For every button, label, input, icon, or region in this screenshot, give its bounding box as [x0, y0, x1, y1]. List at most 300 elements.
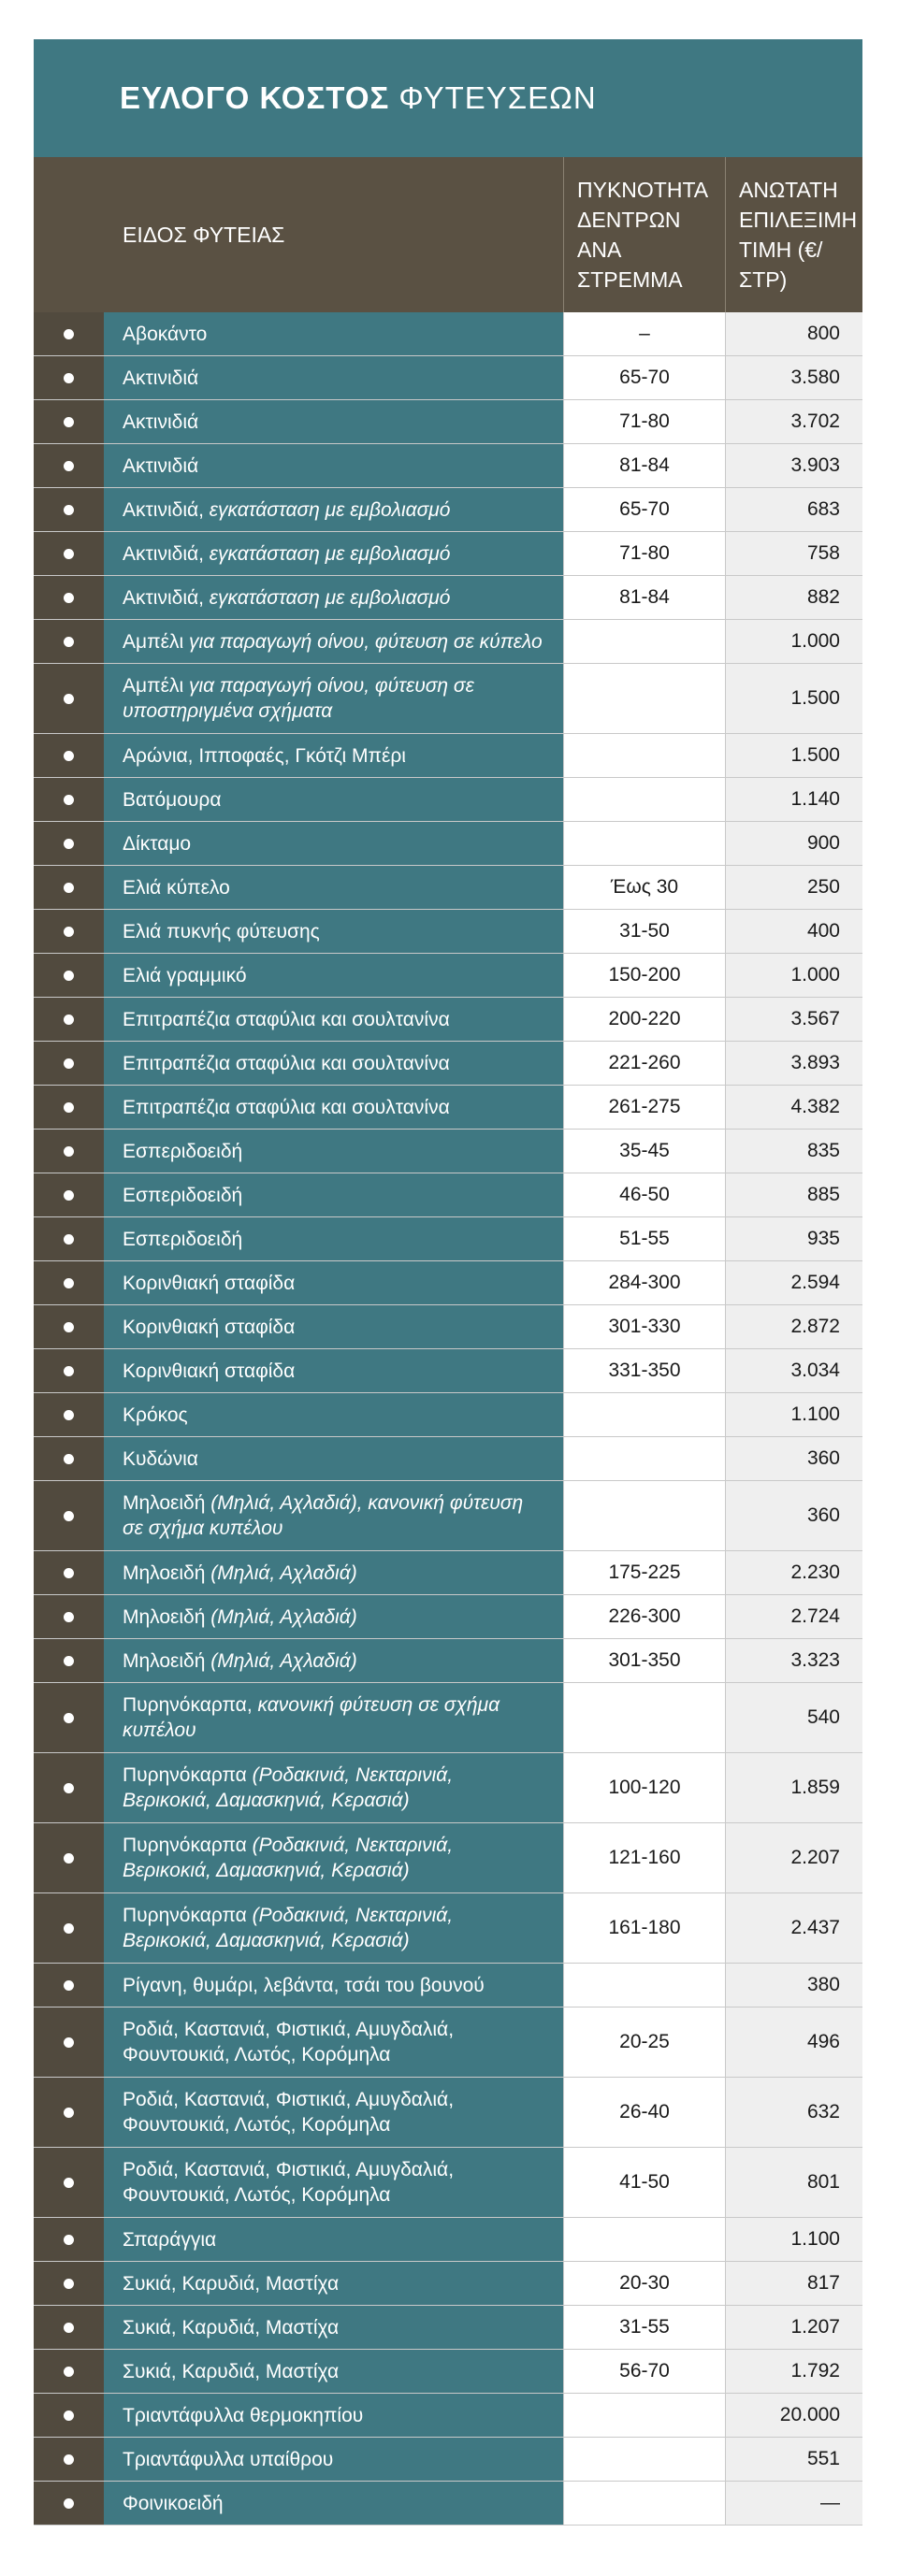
- table-header-row: [34, 157, 862, 312]
- row-max-price: 3.567: [725, 998, 862, 1041]
- row-bullet: [34, 1639, 104, 1682]
- planting-name: Ελιά κύπελο: [123, 876, 230, 899]
- planting-name: Σπαράγγια: [123, 2228, 217, 2251]
- planting-name: Εσπεριδοειδή: [123, 1228, 243, 1250]
- row-planting-type: [104, 576, 563, 619]
- planting-name: Κυδώνια: [123, 1447, 198, 1470]
- row-bullet: [34, 2438, 104, 2481]
- row-planting-type: [104, 1437, 563, 1480]
- row-max-price: 3.702: [725, 400, 862, 443]
- table-row: [34, 1130, 862, 1173]
- row-planting-type: [104, 532, 563, 575]
- planting-name: Ελιά γραμμικό: [123, 964, 247, 986]
- row-bullet: [34, 2262, 104, 2305]
- planting-name: Ακτινιδιά: [123, 454, 199, 477]
- row-tree-density: 65-70: [563, 356, 725, 399]
- row-planting-type: [104, 2008, 563, 2077]
- row-bullet: [34, 2482, 104, 2525]
- row-tree-density: [563, 2218, 725, 2261]
- planting-name: Αμπέλι: [123, 630, 184, 653]
- row-max-price: 2.724: [725, 1595, 862, 1638]
- row-planting-type: [104, 2148, 563, 2217]
- row-tree-density: 26-40: [563, 2078, 725, 2147]
- row-bullet: [34, 2148, 104, 2217]
- table-title-light: ΦΥΤΕΥΣΕΩΝ: [398, 80, 597, 115]
- table-row: [34, 2148, 862, 2218]
- row-bullet: [34, 866, 104, 909]
- row-planting-type: [104, 1130, 563, 1173]
- bullet-dot-icon: [64, 1923, 74, 1934]
- row-max-price: 1.792: [725, 2350, 862, 2393]
- row-max-price: 801: [725, 2148, 862, 2217]
- row-max-price: 551: [725, 2438, 862, 2481]
- row-max-price: 4.382: [725, 1086, 862, 1129]
- table-row: [34, 620, 862, 664]
- row-bullet: [34, 1042, 104, 1085]
- row-bullet: [34, 1437, 104, 1480]
- row-tree-density: 56-70: [563, 2350, 725, 2393]
- row-planting-type: [104, 1217, 563, 1260]
- row-max-price: 1.000: [725, 620, 862, 663]
- table-row: [34, 1893, 862, 1964]
- row-bullet: [34, 532, 104, 575]
- cost-table: [34, 39, 862, 2526]
- table-row: [34, 1753, 862, 1823]
- table-row: [34, 1481, 862, 1551]
- table-row: [34, 778, 862, 822]
- row-planting-type: [104, 1683, 563, 1752]
- row-max-price: 632: [725, 2078, 862, 2147]
- row-tree-density: [563, 2482, 725, 2525]
- row-bullet: [34, 1173, 104, 1216]
- row-max-price: 3.323: [725, 1639, 862, 1682]
- row-tree-density: 31-50: [563, 910, 725, 953]
- row-max-price: 1.500: [725, 734, 862, 777]
- row-max-price: 250: [725, 866, 862, 909]
- bullet-dot-icon: [64, 329, 74, 339]
- row-planting-type: [104, 664, 563, 733]
- row-tree-density: 121-160: [563, 1823, 725, 1892]
- planting-name: Ακτινιδιά,: [123, 586, 204, 609]
- table-row: [34, 1639, 862, 1683]
- bullet-dot-icon: [64, 1146, 74, 1157]
- table-row: [34, 2394, 862, 2438]
- row-max-price: 360: [725, 1437, 862, 1480]
- planting-note: εγκατάσταση με εμβολιασμό: [203, 586, 451, 609]
- planting-name: Τριαντάφυλλα υπαίθρου: [123, 2448, 334, 2470]
- table-row: [34, 488, 862, 532]
- bullet-dot-icon: [64, 1234, 74, 1245]
- row-bullet: [34, 620, 104, 663]
- table-row: [34, 1823, 862, 1893]
- table-body: [34, 312, 862, 2526]
- row-bullet: [34, 1305, 104, 1348]
- table-row: [34, 866, 862, 910]
- row-tree-density: [563, 1964, 725, 2007]
- bullet-dot-icon: [64, 505, 74, 515]
- table-row: [34, 1683, 862, 1753]
- table-row: [34, 1551, 862, 1595]
- row-max-price: 1.100: [725, 1393, 862, 1436]
- bullet-dot-icon: [64, 1015, 74, 1025]
- planting-name: Μηλοειδή: [123, 1492, 206, 1514]
- row-max-price: 882: [725, 576, 862, 619]
- row-max-price: 360: [725, 1481, 862, 1550]
- row-max-price: 2.207: [725, 1823, 862, 1892]
- bullet-dot-icon: [64, 1278, 74, 1288]
- row-max-price: 496: [725, 2008, 862, 2077]
- planting-name: Μηλοειδή: [123, 1649, 206, 1672]
- row-bullet: [34, 576, 104, 619]
- planting-name: Ροδιά, Καστανιά, Φιστικιά, Αμυγδαλιά, Φουντουκιά, Λωτός, Κορόμηλα: [123, 2089, 455, 2136]
- row-planting-type: [104, 400, 563, 443]
- planting-name: Ελιά πυκνής φύτευσης: [123, 920, 320, 943]
- row-bullet: [34, 356, 104, 399]
- row-bullet: [34, 1086, 104, 1129]
- row-planting-type: [104, 1639, 563, 1682]
- row-planting-type: [104, 1893, 563, 1963]
- row-tree-density: 41-50: [563, 2148, 725, 2217]
- header-max-price: ΑΝΩΤΑΤΗ ΕΠΙΛΕΞΙΜΗ ΤΙΜΗ (€/ΣΤΡ): [725, 157, 862, 312]
- row-max-price: 400: [725, 910, 862, 953]
- row-tree-density: [563, 1683, 725, 1752]
- bullet-dot-icon: [64, 2235, 74, 2245]
- header-bullet-cell: [34, 157, 104, 312]
- row-tree-density: 161-180: [563, 1893, 725, 1963]
- planting-note: (Μηλιά, Αχλαδιά): [205, 1605, 357, 1628]
- row-planting-type: [104, 1173, 563, 1216]
- row-tree-density: [563, 620, 725, 663]
- row-planting-type: [104, 488, 563, 531]
- planting-name: Κορινθιακή σταφίδα: [123, 1360, 296, 1382]
- row-tree-density: [563, 734, 725, 777]
- planting-note: εγκατάσταση με εμβολιασμό: [203, 542, 451, 565]
- row-planting-type: [104, 778, 563, 821]
- bullet-dot-icon: [64, 1102, 74, 1113]
- bullet-dot-icon: [64, 2454, 74, 2465]
- table-row: [34, 1349, 862, 1393]
- row-bullet: [34, 1217, 104, 1260]
- row-tree-density: 150-200: [563, 954, 725, 997]
- bullet-dot-icon: [64, 883, 74, 893]
- bullet-dot-icon: [64, 1568, 74, 1578]
- row-max-price: 817: [725, 2262, 862, 2305]
- table-row: [34, 734, 862, 778]
- planting-note: (Μηλιά, Αχλαδιά): [205, 1561, 357, 1584]
- planting-name: Μηλοειδή: [123, 1561, 206, 1584]
- bullet-dot-icon: [64, 593, 74, 603]
- planting-name: Αμπέλι: [123, 675, 184, 697]
- row-planting-type: [104, 910, 563, 953]
- row-bullet: [34, 2306, 104, 2349]
- planting-name: Πυρηνόκαρπα,: [123, 1694, 253, 1716]
- row-planting-type: [104, 2394, 563, 2437]
- row-max-price: 2.437: [725, 1893, 862, 1963]
- planting-note: (Ροδακινιά, Νεκταρινιά, Βερικοκιά, Δαμασκηνιά, Κερασιά): [123, 1835, 454, 1881]
- bullet-dot-icon: [64, 2411, 74, 2421]
- row-max-price: 380: [725, 1964, 862, 2007]
- table-row: [34, 1393, 862, 1437]
- bullet-dot-icon: [64, 1511, 74, 1521]
- row-bullet: [34, 2394, 104, 2437]
- row-planting-type: [104, 444, 563, 487]
- row-bullet: [34, 1551, 104, 1594]
- planting-name: Φοινικοειδή: [123, 2492, 224, 2514]
- planting-name: Πυρηνόκαρπα: [123, 1905, 247, 1926]
- row-max-price: 900: [725, 822, 862, 865]
- table-title-bold: ΕΥΛΟΓΟ ΚΟΣΤΟΣ: [120, 80, 390, 115]
- planting-name: Πυρηνόκαρπα: [123, 1764, 247, 1786]
- planting-name: Εσπεριδοειδή: [123, 1184, 243, 1206]
- row-bullet: [34, 1683, 104, 1752]
- row-bullet: [34, 1481, 104, 1550]
- bullet-dot-icon: [64, 751, 74, 761]
- row-tree-density: 20-25: [563, 2008, 725, 2077]
- row-tree-density: 261-275: [563, 1086, 725, 1129]
- planting-name: Ακτινιδιά,: [123, 542, 204, 565]
- row-bullet: [34, 998, 104, 1041]
- row-tree-density: 175-225: [563, 1551, 725, 1594]
- row-max-price: 540: [725, 1683, 862, 1752]
- bullet-dot-icon: [64, 1783, 74, 1793]
- bullet-dot-icon: [64, 2498, 74, 2509]
- row-tree-density: [563, 778, 725, 821]
- row-bullet: [34, 954, 104, 997]
- row-tree-density: 71-80: [563, 532, 725, 575]
- row-max-price: —: [725, 2482, 862, 2525]
- table-row: [34, 1437, 862, 1481]
- row-tree-density: [563, 1481, 725, 1550]
- table-row: [34, 1595, 862, 1639]
- bullet-dot-icon: [64, 2108, 74, 2118]
- planting-name: Κορινθιακή σταφίδα: [123, 1316, 296, 1338]
- row-tree-density: 46-50: [563, 1173, 725, 1216]
- bullet-dot-icon: [64, 1713, 74, 1723]
- row-planting-type: [104, 620, 563, 663]
- table-row: [34, 444, 862, 488]
- planting-note: (Μηλιά, Αχλαδιά): [205, 1649, 357, 1672]
- row-max-price: 1.100: [725, 2218, 862, 2261]
- row-tree-density: [563, 2438, 725, 2481]
- row-planting-type: [104, 1753, 563, 1822]
- planting-note: για παραγωγή οίνου, φύτευση σε κύπελο: [183, 630, 543, 653]
- row-tree-density: Έως 30: [563, 866, 725, 909]
- row-planting-type: [104, 1086, 563, 1129]
- planting-note: εγκατάσταση με εμβολιασμό: [203, 498, 451, 521]
- row-tree-density: 81-84: [563, 444, 725, 487]
- row-bullet: [34, 2078, 104, 2147]
- table-row: [34, 400, 862, 444]
- row-planting-type: [104, 2482, 563, 2525]
- row-planting-type: [104, 356, 563, 399]
- header-planting-type: ΕΙΔΟΣ ΦΥΤΕΙΑΣ: [123, 222, 285, 247]
- row-planting-type: [104, 1305, 563, 1348]
- bullet-dot-icon: [64, 694, 74, 704]
- row-planting-type: [104, 2350, 563, 2393]
- row-tree-density: 226-300: [563, 1595, 725, 1638]
- table-row: [34, 356, 862, 400]
- table-row: [34, 532, 862, 576]
- table-row: [34, 954, 862, 998]
- row-max-price: 885: [725, 1173, 862, 1216]
- row-bullet: [34, 312, 104, 355]
- row-bullet: [34, 1349, 104, 1392]
- table-row: [34, 822, 862, 866]
- row-tree-density: [563, 1393, 725, 1436]
- table-row: [34, 1261, 862, 1305]
- row-max-price: 2.594: [725, 1261, 862, 1304]
- row-planting-type: [104, 2438, 563, 2481]
- planting-name: Επιτραπέζια σταφύλια και σουλτανίνα: [123, 1096, 450, 1118]
- row-max-price: 1.000: [725, 954, 862, 997]
- bullet-dot-icon: [64, 795, 74, 805]
- bullet-dot-icon: [64, 1454, 74, 1464]
- row-planting-type: [104, 1823, 563, 1892]
- bullet-dot-icon: [64, 1058, 74, 1069]
- planting-note: για παραγωγή οίνου, φύτευση σε υποστηριγμένα σχήματα: [123, 675, 474, 722]
- row-bullet: [34, 1261, 104, 1304]
- planting-name: Ακτινιδιά: [123, 410, 199, 433]
- row-tree-density: 100-120: [563, 1753, 725, 1822]
- row-planting-type: [104, 1595, 563, 1638]
- row-bullet: [34, 822, 104, 865]
- table-row: [34, 2350, 862, 2394]
- row-max-price: 1.140: [725, 778, 862, 821]
- bullet-dot-icon: [64, 1190, 74, 1201]
- bullet-dot-icon: [64, 2323, 74, 2333]
- row-planting-type: [104, 2306, 563, 2349]
- header-tree-density: ΠΥΚΝΟΤΗΤΑ ΔΕΝΤΡΩΝ ΑΝΑ ΣΤΡΕΜΜΑ: [563, 157, 725, 312]
- planting-name: Μηλοειδή: [123, 1605, 206, 1628]
- table-row: [34, 998, 862, 1042]
- row-max-price: 3.903: [725, 444, 862, 487]
- bullet-dot-icon: [64, 1322, 74, 1332]
- row-bullet: [34, 488, 104, 531]
- table-row: [34, 1217, 862, 1261]
- row-bullet: [34, 1130, 104, 1173]
- planting-name: Αρώνια, Ιπποφαές, Γκότζι Μπέρι: [123, 744, 406, 767]
- planting-name: Κορινθιακή σταφίδα: [123, 1272, 296, 1294]
- row-max-price: 2.230: [725, 1551, 862, 1594]
- row-max-price: 935: [725, 1217, 862, 1260]
- row-max-price: 1.500: [725, 664, 862, 733]
- row-bullet: [34, 910, 104, 953]
- row-planting-type: [104, 734, 563, 777]
- row-tree-density: 65-70: [563, 488, 725, 531]
- row-planting-type: [104, 954, 563, 997]
- planting-name: Κρόκος: [123, 1403, 188, 1426]
- row-max-price: 835: [725, 1130, 862, 1173]
- planting-name: Βατόμουρα: [123, 788, 222, 811]
- row-bullet: [34, 664, 104, 733]
- row-planting-type: [104, 2262, 563, 2305]
- row-bullet: [34, 2350, 104, 2393]
- row-tree-density: 301-350: [563, 1639, 725, 1682]
- bullet-dot-icon: [64, 1612, 74, 1622]
- row-max-price: 3.034: [725, 1349, 862, 1392]
- row-planting-type: [104, 2078, 563, 2147]
- planting-name: Εσπεριδοειδή: [123, 1140, 243, 1162]
- row-bullet: [34, 1595, 104, 1638]
- row-planting-type: [104, 1481, 563, 1550]
- bullet-dot-icon: [64, 417, 74, 427]
- row-tree-density: 221-260: [563, 1042, 725, 1085]
- row-max-price: 1.207: [725, 2306, 862, 2349]
- bullet-dot-icon: [64, 1980, 74, 1991]
- table-title-bar: [34, 39, 862, 157]
- table-row: [34, 2438, 862, 2482]
- row-max-price: 683: [725, 488, 862, 531]
- planting-name: Δίκταμο: [123, 832, 192, 855]
- table-row: [34, 2262, 862, 2306]
- table-row: [34, 312, 862, 356]
- row-bullet: [34, 2218, 104, 2261]
- table-row: [34, 2482, 862, 2526]
- bullet-dot-icon: [64, 1853, 74, 1864]
- table-row: [34, 664, 862, 734]
- planting-name: Ακτινιδιά: [123, 367, 199, 389]
- row-tree-density: 301-330: [563, 1305, 725, 1348]
- bullet-dot-icon: [64, 971, 74, 981]
- row-planting-type: [104, 1042, 563, 1085]
- row-bullet: [34, 1893, 104, 1963]
- row-max-price: 3.580: [725, 356, 862, 399]
- row-bullet: [34, 444, 104, 487]
- table-row: [34, 576, 862, 620]
- row-bullet: [34, 778, 104, 821]
- planting-name: Ακτινιδιά,: [123, 498, 204, 521]
- bullet-dot-icon: [64, 2367, 74, 2377]
- row-max-price: 800: [725, 312, 862, 355]
- row-tree-density: 35-45: [563, 1130, 725, 1173]
- row-bullet: [34, 400, 104, 443]
- bullet-dot-icon: [64, 1410, 74, 1420]
- planting-name: Συκιά, Καρυδιά, Μαστίχα: [123, 2272, 340, 2295]
- row-planting-type: [104, 866, 563, 909]
- row-tree-density: [563, 1437, 725, 1480]
- row-tree-density: 331-350: [563, 1349, 725, 1392]
- row-bullet: [34, 1823, 104, 1892]
- bullet-dot-icon: [64, 461, 74, 471]
- row-tree-density: [563, 2394, 725, 2437]
- table-row: [34, 1042, 862, 1086]
- planting-note: (Ροδακινιά, Νεκταρινιά, Βερικοκιά, Δαμασκηνιά, Κερασιά): [123, 1905, 454, 1951]
- table-row: [34, 2306, 862, 2350]
- row-tree-density: 20-30: [563, 2262, 725, 2305]
- planting-name: Συκιά, Καρυδιά, Μαστίχα: [123, 2360, 340, 2382]
- row-tree-density: 284-300: [563, 1261, 725, 1304]
- row-max-price: 20.000: [725, 2394, 862, 2437]
- bullet-dot-icon: [64, 2037, 74, 2048]
- row-tree-density: –: [563, 312, 725, 355]
- planting-name: Συκιά, Καρυδιά, Μαστίχα: [123, 2316, 340, 2339]
- table-row: [34, 2218, 862, 2262]
- planting-name: Επιτραπέζια σταφύλια και σουλτανίνα: [123, 1008, 450, 1030]
- planting-name: Πυρηνόκαρπα: [123, 1835, 247, 1856]
- planting-note: (Μηλιά, Αχλαδιά), κανονική φύτευση σε σχήμα κυπέλου: [123, 1492, 524, 1539]
- bullet-dot-icon: [64, 1656, 74, 1666]
- row-planting-type: [104, 1551, 563, 1594]
- bullet-dot-icon: [64, 2178, 74, 2188]
- row-planting-type: [104, 998, 563, 1041]
- row-planting-type: [104, 1393, 563, 1436]
- planting-note: (Ροδακινιά, Νεκταρινιά, Βερικοκιά, Δαμασκηνιά, Κερασιά): [123, 1764, 454, 1811]
- row-max-price: 2.872: [725, 1305, 862, 1348]
- row-bullet: [34, 2008, 104, 2077]
- row-planting-type: [104, 2218, 563, 2261]
- row-max-price: 1.859: [725, 1753, 862, 1822]
- planting-name: Επιτραπέζια σταφύλια και σουλτανίνα: [123, 1052, 450, 1074]
